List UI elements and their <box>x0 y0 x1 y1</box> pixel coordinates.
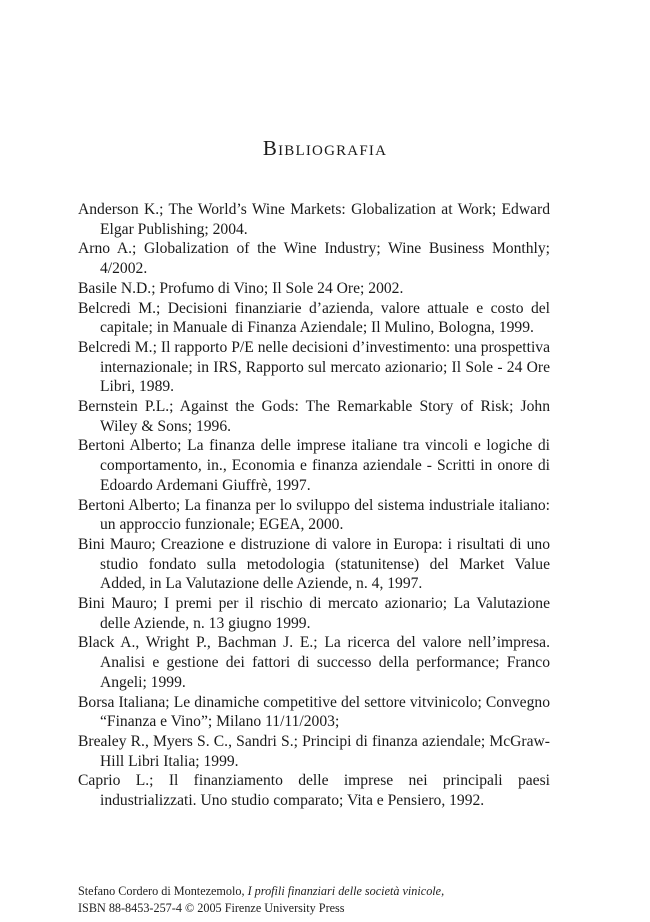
bibliography-entry: Bini Mauro; I premi per il rischio di mercato azionario; La Valutazione delle Aziende, n. 13 giugno 1999. <box>78 595 550 632</box>
bibliography-entry: Bini Mauro; Creazione e distruzione di valore in Europa: i risultati di uno studio fondato sulla metodologia (statunitense) del Market Value Added, in La Valutazione delle Aziende, n. 4, 1997. <box>78 535 550 593</box>
footer-author: Stefano Cordero di Montezemolo, <box>78 884 248 898</box>
bibliography-entry: Bertoni Alberto; La finanza per lo sviluppo del sistema industriale italiano: un approccio funzionale; EGEA, 2000. <box>78 496 550 534</box>
bibliography-entry: Bertoni Alberto; La finanza delle imprese italiane tra vincoli e logiche di comportamento, in., Economia e finanza aziendale - Scritti in onore di Edoardo Ardemani Giuffrè, 1997. <box>78 437 550 494</box>
bibliography-entry: Arno A.; Globalization of the Wine Industry; Wine Business Monthly; 4/2002. <box>78 240 550 278</box>
bibliography-entry: Brealey R., Myers S. C., Sandri S.; Principi di finanza aziendale; McGraw-Hill Libri Italia; 1999. <box>78 732 550 770</box>
bibliography-entry: Basile N.D.; Profumo di Vino; Il Sole 24 Ore; 2002. <box>78 279 404 297</box>
bibliography-entry: Caprio L.; Il finanziamento delle imprese nei principali paesi industrializzati. Uno studio comparato; Vita e Pensiero, 1992. <box>78 772 550 810</box>
footer-isbn: ISBN 88-8453-257-4 © 2005 Firenze University Press <box>78 901 345 915</box>
bibliography-entry: Borsa Italiana; Le dinamiche competitive del settore vitvinicolo; Convegno “Finanza e Vino”; Milano 11/11/2003; <box>78 693 550 731</box>
bibliography-entry: Anderson K.; The World’s Wine Markets: Globalization at Work; Edward Elgar Publishing; 2004. <box>78 201 550 238</box>
footer-book-title: I profili finanziari delle società vinicole, <box>247 884 445 898</box>
footer-citation <box>78 883 578 900</box>
bibliography-entry: Belcredi M.; Decisioni finanziarie d’azienda, valore attuale e costo del capitale; in Manuale di Finanza Aziendale; Il Mulino, Bologna, 1999. <box>78 299 550 337</box>
bibliography-entry: Belcredi M.; Il rapporto P/E nelle decisioni d’investimento: una prospettiva internazionale; in IRS, Rapporto sul mercato azionario; Il Sole - 24 Ore Libri, 1989. <box>78 338 550 396</box>
page-title: Bibliografia <box>262 136 388 160</box>
bibliography-entry: Black A., Wright P., Bachman J. E.; La ricerca del valore nell’impresa. Analisi e gestione dei fattori di successo della performance; Franco Angeli; 1999. <box>78 634 550 691</box>
bibliography-list <box>78 200 550 811</box>
bibliography-entry: Bernstein P.L.; Against the Gods: The Remarkable Story of Risk; John Wiley & Sons; 1996. <box>78 398 550 435</box>
page-footer <box>78 883 578 917</box>
